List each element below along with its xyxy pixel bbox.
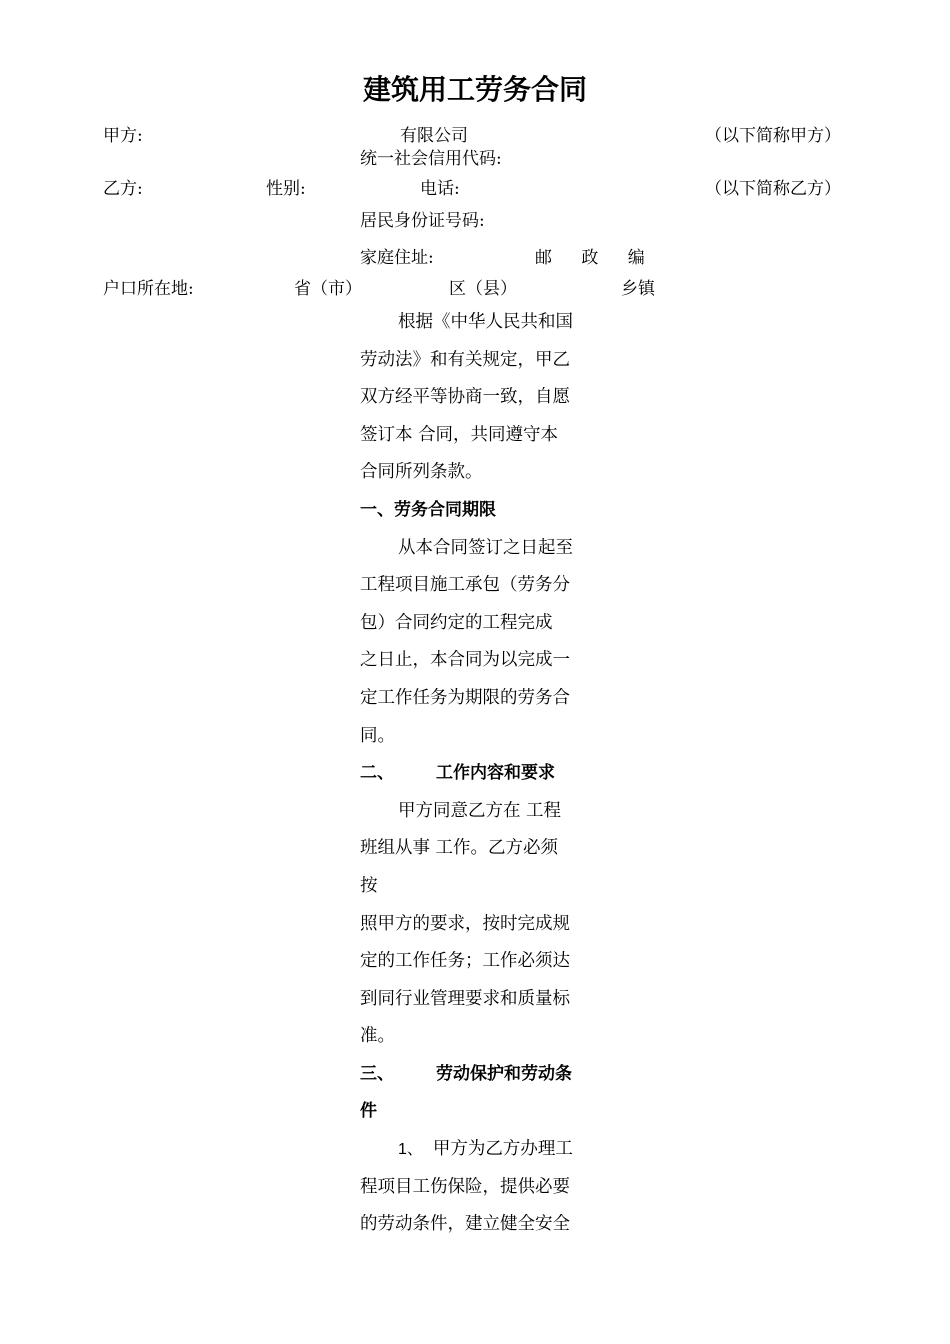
section-3-title: 劳动保护和劳动条 xyxy=(436,1063,572,1084)
district-label: 区（县） xyxy=(449,279,517,299)
home-address-label: 家庭住址: xyxy=(360,248,434,268)
section-1-heading: 一、劳务合同期限 xyxy=(360,499,496,520)
section-2-line: 定的工作任务；工作必须达 xyxy=(360,951,570,972)
intro-line: 签订本 合同，共同遵守本 xyxy=(360,424,559,445)
contract-body xyxy=(360,304,596,1244)
id-number-label: 居民身份证号码: xyxy=(360,211,485,231)
party-b-label: 乙方: xyxy=(103,179,143,199)
section-3-line: 程项目工伤保险，提供必要 xyxy=(360,1176,570,1197)
section-2-line: 按 xyxy=(360,875,378,896)
section-3-heading-cont: 件 xyxy=(360,1101,377,1122)
section-2-line: 照甲方的要求，按时完成规 xyxy=(360,913,570,934)
section-2-line: 甲方同意乙方在 工程 xyxy=(398,800,562,821)
section-3-number: 三、 xyxy=(360,1063,394,1084)
section-2-line: 准。 xyxy=(360,1026,395,1047)
phone-label: 电话: xyxy=(420,179,460,199)
town-label: 乡镇 xyxy=(621,279,655,299)
contract-title: 建筑用工劳务合同 xyxy=(362,73,587,106)
section-1-line: 定工作任务为期限的劳务合 xyxy=(360,687,570,708)
intro-line: 根据《中华人民共和国 xyxy=(398,312,573,332)
section-2-title: 工作内容和要求 xyxy=(436,763,555,784)
section-2-line: 到同行业管理要求和质量标 xyxy=(360,988,570,1009)
section-1-line: 同。 xyxy=(360,725,395,746)
section-1-line: 从本合同签订之日起至 xyxy=(398,537,573,558)
section-2-number: 二、 xyxy=(360,763,394,784)
party-a-note: （以下简称甲方） xyxy=(705,126,841,146)
party-a-label: 甲方: xyxy=(103,126,143,146)
province-label: 省（市） xyxy=(294,279,362,299)
section-1-line: 之日止，本合同为以完成一 xyxy=(360,650,570,671)
section-3-item-1 xyxy=(360,1131,596,1169)
intro-line: 双方经平等协商一致，自愿 xyxy=(360,387,570,408)
postal-code-label: 邮 政 编 xyxy=(535,248,657,268)
section-3-line: 的劳动条件，建立健全安全 xyxy=(360,1214,570,1235)
section-2-heading xyxy=(360,755,596,793)
gender-label: 性别: xyxy=(266,179,306,199)
credit-code-label: 统一社会信用代码: xyxy=(360,149,502,169)
company-suffix: 有限公司 xyxy=(400,126,468,146)
section-2-line: 班组从事 工作。乙方必须 xyxy=(360,838,559,859)
hukou-label: 户口所在地: xyxy=(103,279,194,299)
item-text: 甲方为乙方办理工 xyxy=(432,1139,573,1160)
intro-line: 劳动法》和有关规定，甲乙 xyxy=(360,349,570,370)
intro-line: 合同所列条款。 xyxy=(360,462,483,483)
section-3-heading xyxy=(360,1056,596,1094)
section-1-line: 工程项目施工承包（劳务分 xyxy=(360,575,570,596)
item-number: 1、 xyxy=(398,1141,423,1159)
party-b-note: （以下简称乙方） xyxy=(705,179,841,199)
section-1-line: 包）合同约定的工程完成 xyxy=(360,612,553,633)
